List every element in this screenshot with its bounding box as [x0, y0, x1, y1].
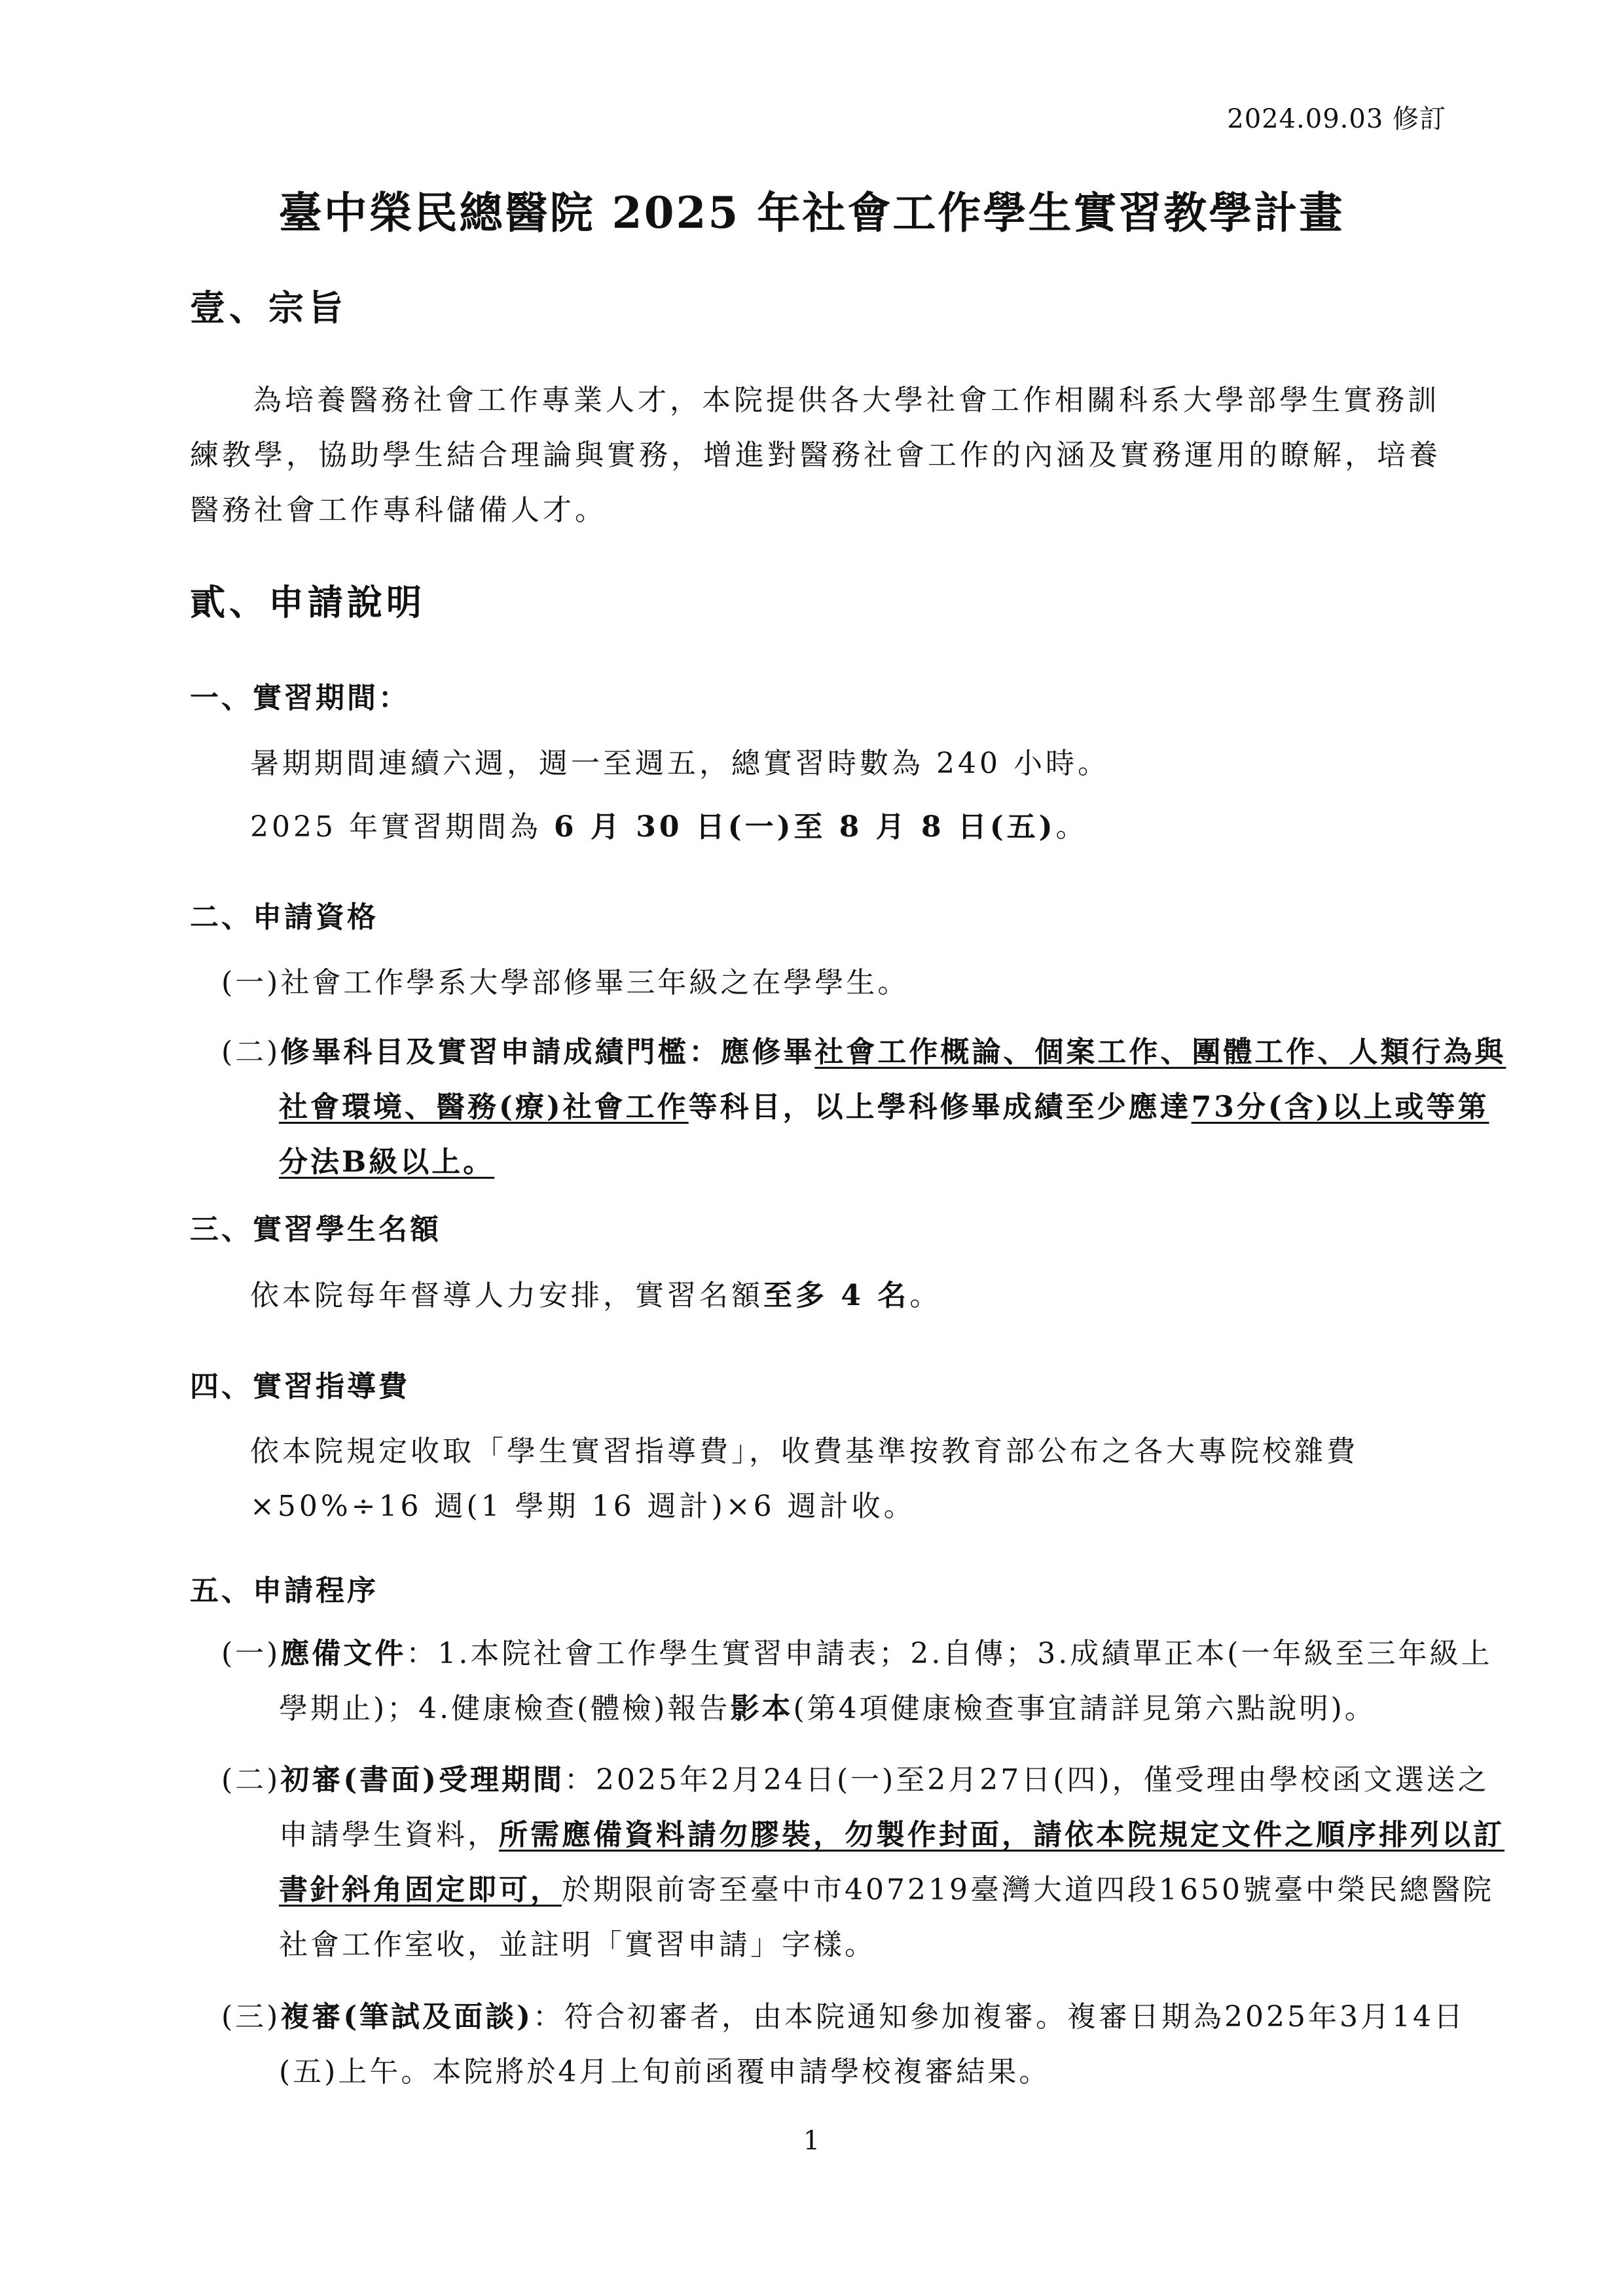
minimum-score: 73分(含)以上或等第分法B級以上。 [279, 1090, 1489, 1179]
procedure-item-2 [221, 1753, 1510, 1973]
fee-paragraph: 依本院規定收取「學生實習指導費」，收費基準按教育部公布之各大專院校雜費×50%÷16 週(1 學期 16 週計)×6 週計收。 [250, 1435, 1359, 1523]
document-title: 臺中榮民總醫院 2025 年社會工作學生實習教學計畫 [278, 187, 1345, 238]
required-documents-note: (第4項健康檢查事宜請詳見第六點說明)。 [793, 1692, 1376, 1725]
section-heading-purpose: 壹、宗旨 [190, 287, 347, 329]
eligibility-item-2 [221, 1025, 1510, 1190]
period-line-1: 暑期期間連續六週，週一至週五，總實習時數為 240 小時。 [250, 747, 1110, 780]
period-dates: 6 月 30 日(一)至 8 月 8 日(五) [553, 810, 1056, 844]
required-documents-text: ：1.本院社會工作學生實習申請表；2.自傳；3.成績單正本(一年級至三年級上學期止)；4.健康檢查(體檢)報告 [279, 1637, 1493, 1725]
eligibility-threshold-label: 修畢科目及實習申請成績門檻：應修畢 [280, 1035, 815, 1069]
procedure-item-1 [221, 1626, 1510, 1736]
quota-number: 至多 4 名 [763, 1279, 910, 1312]
subsection-heading-period: 一、實習期間： [190, 681, 410, 715]
subsection-heading-eligibility: 二、申請資格 [190, 901, 378, 934]
eligibility-item-2-number: (二) [221, 1035, 281, 1069]
period-line-2-suffix: 。 [1055, 810, 1088, 844]
period-line-2 [250, 800, 1438, 855]
eligibility-threshold-mid: 等科目，以上學科修畢成績至少應達 [688, 1090, 1192, 1124]
initial-review-period: ：2025年2月24日(一)至2月27日(四)，僅受理由學校函文選送之申請學生資料， [279, 1763, 1489, 1852]
section-heading-application: 貳、申請說明 [190, 581, 426, 623]
subsection-heading-quota: 三、實習學生名額 [190, 1213, 441, 1246]
procedure-item-3 [221, 1990, 1510, 2100]
subsection-heading-fee: 四、實習指導費 [190, 1370, 410, 1403]
initial-review-label: 初審(書面)受理期間 [280, 1763, 564, 1797]
second-review-label: 複審(筆試及面談) [280, 2000, 533, 2034]
binding-instructions: 所需應備資料請勿膠裝，勿製作封面，請依本院規定文件之順序排列以訂書針斜角固定即可， [279, 1818, 1504, 1907]
second-review-text: ：符合初審者，由本院通知參加複審。複審日期為2025年3月14日(五)上午。本院將於4月上旬前函覆申請學校複審結果。 [279, 2000, 1465, 2089]
quota-prefix: 依本院每年督導人力安排，實習名額 [250, 1279, 763, 1312]
procedure-item-1-number: (一) [221, 1637, 281, 1670]
required-documents-label: 應備文件 [280, 1637, 407, 1670]
procedure-item-3-number: (三) [221, 2000, 281, 2034]
mailing-address: 於期限前寄至臺中市407219臺灣大道四段1650號臺中榮民總醫院社會工作室收，並註明「實習申請」字樣。 [279, 1873, 1494, 1962]
revision-date: 2024.09.03 修訂 [1227, 104, 1446, 134]
required-courses: 社會工作概論、個案工作、團體工作、人類行為與社會環境、醫務(療)社會工作 [279, 1035, 1506, 1124]
subsection-heading-procedure: 五、申請程序 [190, 1574, 378, 1607]
procedure-item-2-number: (二) [221, 1763, 281, 1797]
page-number: 1 [803, 2126, 820, 2156]
quota-suffix: 。 [909, 1279, 942, 1312]
quota-line [250, 1268, 1438, 1323]
purpose-paragraph: 為培養醫務社會工作專業人才，本院提供各大學社會工作相關科系大學部學生實務訓練教學，協助學生結合理論與實務，增進對醫務社會工作的內涵及實務運用的瞭解，培養醫務社會工作專科儲備人才。 [190, 384, 1441, 527]
eligibility-item-1: (一)社會工作學系大學部修畢三年級之在學學生。 [221, 966, 909, 999]
period-line-2-prefix: 2025 年實習期間為 [250, 810, 554, 844]
copy-label: 影本 [730, 1692, 793, 1725]
